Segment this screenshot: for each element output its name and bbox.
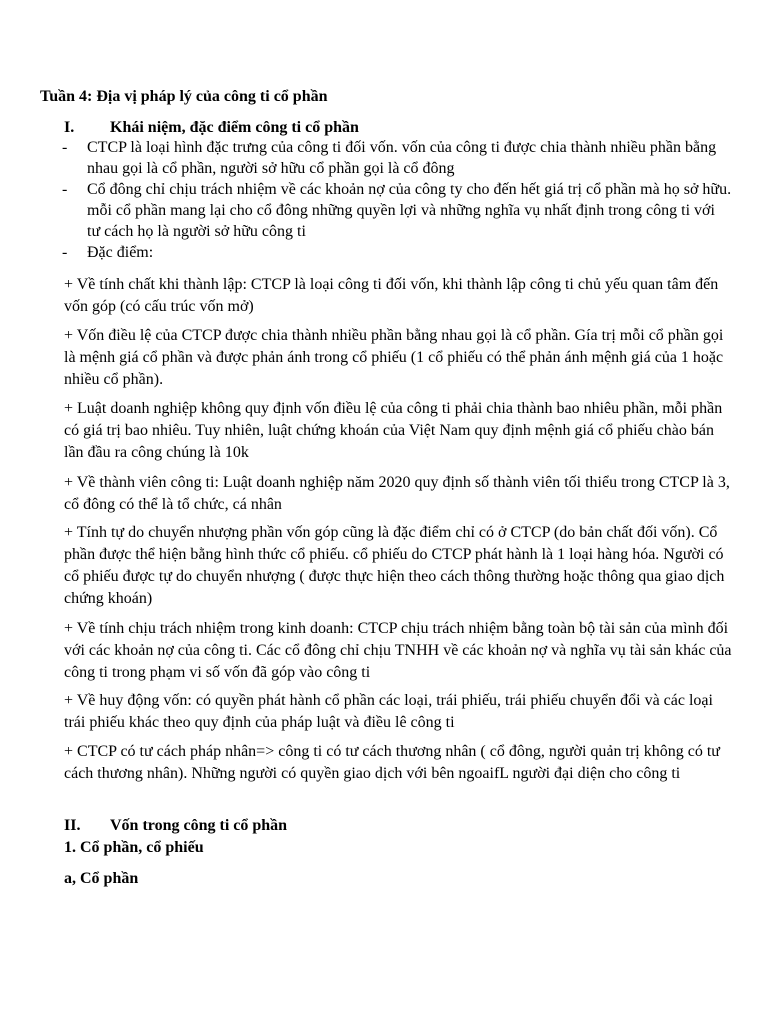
bullet-list [62, 137, 732, 263]
bullet-marker: - [62, 139, 68, 156]
bullet-marker: - [62, 181, 68, 198]
section-1-title: Khái niệm, đặc điểm công ti cổ phần [110, 119, 359, 136]
paragraph: + Về tính chịu trách nhiệm trong kinh doanh: CTCP chịu trách nhiệm bằng toàn bộ tài sản của mình đối với các khoản nợ của công ti. Các cổ đông chỉ chịu TNHH về các khoản nợ và nghĩa vụ tài sản khác của công ti trong phạm vi số vốn đã góp vào công ti [64, 620, 732, 681]
bullet-item [62, 179, 732, 242]
section-2-title: Vốn trong công ti cổ phần [110, 817, 288, 834]
bullet-text: CTCP là loại hình đặc trưng của công ti đối vốn. vốn của công ti được chia thành nhiều phần bằng nhau gọi là cổ phần, người sở hữu cổ phần gọi là cổ đông [87, 139, 717, 177]
paragraph: + Vốn điều lệ của CTCP được chia thành nhiều phần bằng nhau gọi là cổ phần. Gía trị mỗi cổ phần gọi là mệnh giá cổ phần và được phản ánh trong cổ phiếu (1 cổ phiếu có thể phản ánh mệnh giá của 1 hoặc nhiều cổ phần). [64, 327, 724, 388]
subsection-1-heading: 1. Cổ phần, cổ phiếu [64, 839, 204, 856]
paragraph: + Về tính chất khi thành lập: CTCP là loại công ti đối vốn, khi thành lập công ti chủ yếu quan tâm đến vốn góp (có cấu trúc vốn mở) [64, 276, 719, 315]
paragraph: + Luật doanh nghiệp không quy định vốn điều lệ của công ti phải chia thành bao nhiêu phần, mỗi phần có giá trị bao nhiêu. Tuy nhiên, luật chứng khoán của Việt Nam quy định mệnh giá cổ phiếu chào bán lần đầu ra công chúng là 10k [64, 400, 723, 461]
paragraph: + Về huy động vốn: có quyền phát hành cổ phần các loại, trái phiếu, trái phiếu chuyển đổi và các loại trái phiếu khác theo quy định của pháp luật và điều lê công ti [64, 692, 713, 731]
paragraph: + Về thành viên công ti: Luật doanh nghiệp năm 2020 quy định số thành viên tối thiểu trong CTCP là 3, cổ đông có thể là tổ chức, cá nhân [64, 474, 730, 513]
bullet-item [62, 137, 732, 179]
subsection-a-heading: a, Cổ phần [64, 870, 139, 887]
section-1-number: I. [64, 119, 75, 136]
bullet-item [62, 242, 732, 263]
bullet-text: Đặc điểm: [87, 244, 154, 261]
document-title: Tuần 4: Địa vị pháp lý của công ti cổ phần [40, 88, 328, 105]
paragraph: + CTCP có tư cách pháp nhân=> công ti có tư cách thương nhân ( cổ đông, người quản trị không có tư cách thương nhân). Những người có quyền giao dịch với bên ngoaifL người đại diện cho công ti [64, 743, 720, 782]
bullet-text: Cổ đông chỉ chịu trách nhiệm về các khoản nợ của công ty cho đến hết giá trị cổ phần mà họ sở hữu. mỗi cổ phần mang lại cho cổ đông những quyền lợi và những nghĩa vụ nhất định trong công ti với tư cách họ là người sở hữu công ti [87, 181, 732, 240]
bullet-marker: - [62, 244, 68, 261]
paragraph: + Tính tự do chuyển nhượng phần vốn góp cũng là đặc điểm chỉ có ở CTCP (do bản chất đối vốn). Cổ phần được thể hiện bằng hình thức cổ phiếu. cổ phiếu do CTCP phát hành là 1 loại hàng hóa. Người có cổ phiếu được tự do chuyển nhượng ( được thực hiện theo cách thông thường hoặc thông qua giao dịch chứng khoán) [64, 524, 725, 607]
section-2-number: II. [64, 817, 81, 834]
section-2-heading [64, 816, 464, 836]
section-1-heading [64, 118, 464, 138]
